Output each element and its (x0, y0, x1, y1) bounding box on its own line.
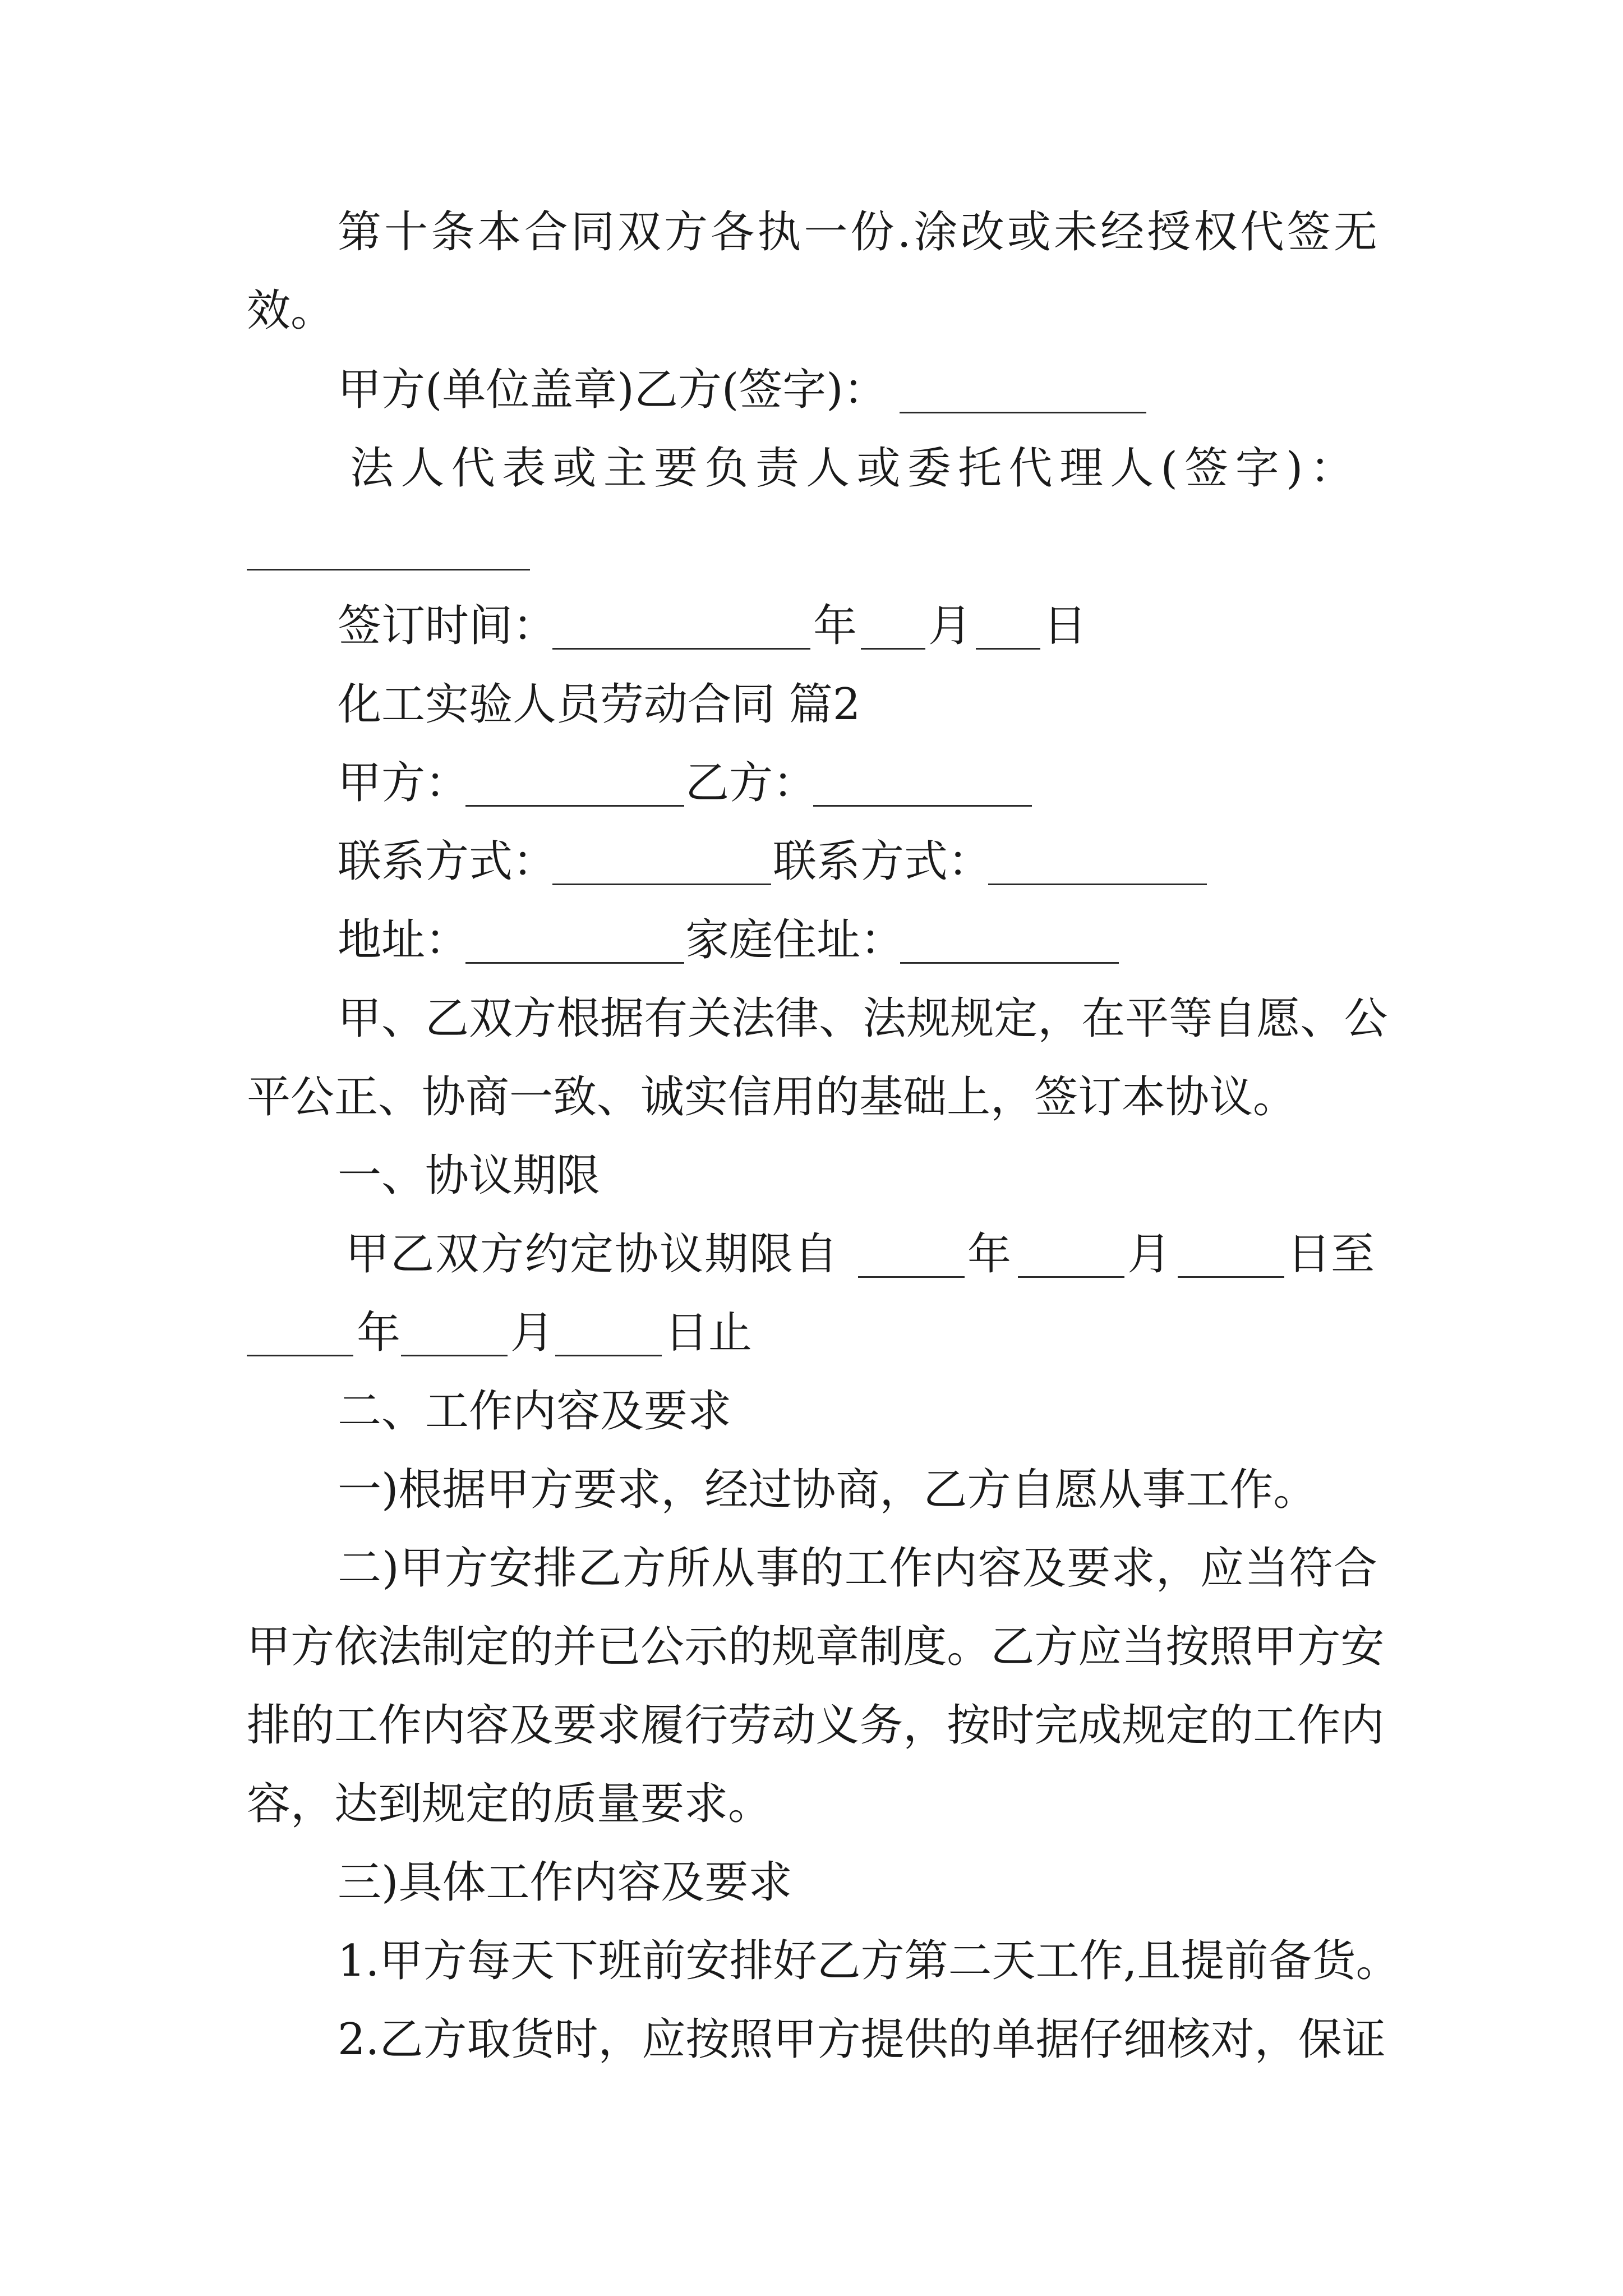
year-label: 年 (813, 601, 857, 651)
glyph: 。 (947, 1622, 991, 1672)
glyph: 甲 (773, 2014, 817, 2065)
glyph: 天 (510, 1936, 555, 1986)
glyph: ， (1038, 993, 1082, 1044)
glyph: 定 (465, 1622, 510, 1672)
glyph: 乙 (425, 993, 469, 1044)
glyph: 供 (904, 2014, 948, 2065)
glyph: 双 (469, 993, 513, 1044)
glyph: 证 (1341, 2014, 1386, 2065)
glyph: 责 (755, 443, 799, 494)
glyph: 签 (1287, 207, 1331, 257)
glyph: 的 (948, 2014, 992, 2065)
glyph: . (365, 2014, 380, 2065)
section-two-title: 二、工作内容及要求 (338, 1386, 732, 1437)
glyph: 货 (1312, 1936, 1356, 1986)
glyph: 安 (1340, 1622, 1385, 1672)
glyph: 平 (1125, 993, 1169, 1044)
glyph: 、 (819, 993, 863, 1044)
glyph: 且 (1137, 1936, 1181, 1986)
glyph: 当 (1244, 1543, 1289, 1594)
glyph: 求 (1111, 1543, 1155, 1594)
glyph: 依 (334, 1622, 379, 1672)
glyph: 法 (731, 993, 776, 1044)
term-year-label: 年 (967, 1229, 1012, 1280)
glyph: 甲 (399, 1543, 444, 1594)
glyph: 已 (597, 1622, 641, 1672)
glyph: 愿 (1256, 993, 1301, 1044)
glyph: 据 (1035, 2014, 1080, 2065)
glyph: 法 (378, 1622, 422, 1672)
glyph: 代 (1008, 443, 1053, 494)
glyph: 自 (1212, 993, 1257, 1044)
glyph: 规 (1122, 1700, 1166, 1751)
glyph: 人 (806, 443, 850, 494)
glyph: 排 (533, 1543, 577, 1594)
glyph: 符 (1289, 1543, 1333, 1594)
glyph: 人 (1110, 443, 1154, 494)
item-two-text-1 (338, 1540, 1377, 1596)
glyph: 度 (903, 1622, 947, 1672)
glyph: 时 (554, 2014, 598, 2065)
glyph: 法 (350, 443, 394, 494)
glyph: 内 (933, 1543, 978, 1594)
glyph: 改 (960, 207, 1004, 257)
glyph: ) (1285, 443, 1303, 494)
glyph: 当 (1122, 1622, 1166, 1672)
glyph: 人 (400, 443, 445, 494)
glyph: 要 (1067, 1543, 1111, 1594)
term-start-year-blank (858, 1226, 965, 1282)
glyph: 执 (757, 207, 801, 257)
glyph: 方 (423, 2014, 467, 2065)
term-start-day-blank (1178, 1226, 1284, 1282)
glyph: 及 (1022, 1543, 1066, 1594)
glyph: 方 (817, 2014, 861, 2065)
glyph: 作 (889, 1543, 933, 1594)
glyph: 时 (990, 1700, 1035, 1751)
glyph: 货 (510, 2014, 555, 2065)
glyph: 无 (1333, 207, 1377, 257)
glyph: ， (598, 2014, 642, 2065)
glyph: 提 (1181, 1936, 1225, 1986)
glyph: ) (382, 1543, 399, 1594)
term-end-month-blank (401, 1305, 508, 1361)
glyph: 二 (338, 1543, 382, 1594)
glyph: 按 (685, 2014, 730, 2065)
clause-ten-text (338, 204, 1377, 260)
glyph: 照 (729, 2014, 773, 2065)
glyph: 前 (642, 1936, 686, 1986)
glyph: 甲 (379, 1936, 423, 1986)
glyph: 应 (642, 2014, 686, 2065)
party-b-blank (813, 755, 1032, 811)
item-two-text-3 (247, 1697, 1385, 1754)
glyph: 作 (378, 1700, 422, 1751)
glyph: 合 (524, 207, 568, 257)
detail-one-text (338, 1933, 1400, 1989)
sign-month-blank (861, 598, 925, 654)
glyph: 未 (1054, 207, 1098, 257)
glyph: 托 (958, 443, 1002, 494)
glyph: 规 (906, 993, 951, 1044)
section-one-title: 一、协议期限 (338, 1151, 601, 1201)
glyph: 等 (1169, 993, 1213, 1044)
glyph: 的 (728, 1622, 772, 1672)
glyph: 的 (1209, 1700, 1253, 1751)
glyph: 前 (1224, 1936, 1269, 1986)
glyph: 2 (338, 2014, 366, 2065)
glyph: ， (903, 1700, 947, 1751)
glyph: 或 (552, 443, 597, 494)
glyph: 应 (1200, 1543, 1244, 1594)
glyph: 、 (381, 993, 426, 1044)
glyph: 理 (1059, 443, 1103, 494)
glyph: 各 (711, 207, 755, 257)
glyph: 签 (1184, 443, 1229, 494)
glyph: 务 (859, 1700, 903, 1751)
glyph: 作 (1297, 1700, 1341, 1751)
glyph: 法 (863, 993, 907, 1044)
glyph: 按 (1165, 1622, 1210, 1672)
glyph: 乙 (578, 1543, 622, 1594)
glyph: 工 (1253, 1700, 1297, 1751)
glyph: 十 (384, 207, 428, 257)
glyph: 履 (640, 1700, 685, 1751)
glyph: ， (1155, 1543, 1200, 1594)
glyph: 律 (775, 993, 819, 1044)
item-three-title: 三)具体工作内容及要求 (338, 1857, 792, 1908)
glyph: 甲 (338, 993, 382, 1044)
term-end-month-label: 月 (510, 1308, 555, 1358)
glyph: 事 (755, 1543, 800, 1594)
glyph: 完 (1034, 1700, 1078, 1751)
glyph: 动 (772, 1700, 816, 1751)
legal-rep-label (350, 440, 1354, 496)
glyph: 备 (1268, 1936, 1312, 1986)
glyph: 要 (654, 443, 698, 494)
clause-ten-end-text: 效。 (247, 286, 335, 336)
glyph: 班 (598, 1936, 642, 1986)
glyph: 、 (1300, 993, 1344, 1044)
glyph: 公 (640, 1622, 685, 1672)
detail-two-text (338, 2012, 1386, 2068)
glyph: 对 (1210, 2014, 1255, 2065)
glyph: 方 (291, 1622, 335, 1672)
term-end-day-blank (555, 1305, 662, 1361)
glyph: 内 (422, 1700, 466, 1751)
glyph: 排 (729, 1936, 773, 1986)
glyph: 应 (1078, 1622, 1122, 1672)
glyph: 方 (860, 1936, 905, 1986)
glyph: 定 (1165, 1700, 1210, 1751)
glyph: 方 (423, 1936, 467, 1986)
glyph: 制 (859, 1622, 903, 1672)
glyph: 细 (1123, 2014, 1167, 2065)
glyph: 成 (1078, 1700, 1122, 1751)
glyph: 或 (1007, 207, 1051, 257)
party-a-blank (465, 755, 684, 811)
day-label: 日 (1043, 601, 1087, 651)
party-b-address-label: 家庭住址： (685, 915, 905, 965)
glyph: 仔 (1079, 2014, 1123, 2065)
glyph: 作 (1079, 1936, 1123, 1986)
glyph: 关 (688, 993, 732, 1044)
sign-day-blank (976, 598, 1040, 654)
term-end-year-label: 年 (357, 1308, 401, 1358)
glyph: 公 (1344, 993, 1388, 1044)
glyph: 甲 (1253, 1622, 1297, 1672)
preamble-text-2: 平公正、协商一致、诚实信用的基础上，签订本协议。 (247, 1072, 1297, 1122)
glyph: 下 (554, 1936, 598, 1986)
glyph: 委 (907, 443, 951, 494)
glyph: 方 (1034, 1622, 1078, 1672)
glyph: 的 (509, 1622, 554, 1672)
glyph: 经 (1100, 207, 1145, 257)
item-two-text-2 (247, 1619, 1385, 1675)
glyph: 二 (948, 1936, 992, 1986)
glyph: 乙 (817, 1936, 861, 1986)
term-label: 甲乙双方约定协议期限自 (345, 1229, 840, 1280)
glyph: 乙 (379, 2014, 423, 2065)
glyph: 内 (1340, 1700, 1385, 1751)
glyph: 规 (772, 1622, 816, 1672)
glyph: , (1123, 1936, 1137, 1986)
glyph: 主 (603, 443, 647, 494)
glyph: 所 (666, 1543, 711, 1594)
party-a-address-label: 地址： (338, 915, 469, 965)
glyph: 每 (467, 1936, 511, 1986)
glyph: 求 (597, 1700, 641, 1751)
glyph: 第 (904, 1936, 948, 1986)
glyph: 要 (553, 1700, 597, 1751)
glyph: ， (1254, 2014, 1298, 2065)
glyph: 好 (773, 1936, 817, 1986)
glyph: 条 (431, 207, 475, 257)
preamble-text-1 (338, 991, 1388, 1047)
glyph: . (897, 207, 911, 257)
party-b-contact-label: 联系方式： (773, 836, 992, 887)
glyph: 方 (663, 207, 708, 257)
party-b-label: 乙方： (685, 758, 817, 808)
term-end-year-blank (247, 1305, 353, 1361)
glyph: 安 (685, 1936, 730, 1986)
glyph: 双 (617, 207, 661, 257)
glyph: 有 (644, 993, 688, 1044)
item-one-text: 一)根据甲方要求，经过协商，乙方自愿从事工作。 (338, 1465, 1317, 1515)
party-a-address-blank (465, 912, 684, 968)
glyph: 代 (1240, 207, 1284, 257)
glyph: 在 (1081, 993, 1126, 1044)
glyph: 字 (1235, 443, 1279, 494)
glyph: 章 (815, 1622, 860, 1672)
term-month-label: 月 (1127, 1229, 1172, 1280)
glyph: 并 (553, 1622, 597, 1672)
glyph: 工 (1035, 1936, 1080, 1986)
glyph: 合 (1333, 1543, 1377, 1594)
glyph: 工 (334, 1700, 379, 1751)
sign-year-blank (552, 598, 810, 654)
glyph: 1 (338, 1936, 366, 1986)
term-day-to-label: 日至 (1287, 1229, 1375, 1280)
glyph: 的 (800, 1543, 844, 1594)
party-a-contact-label: 联系方式： (338, 836, 557, 887)
term-start-month-blank (1018, 1226, 1124, 1282)
glyph: 表 (502, 443, 546, 494)
glyph: 容 (465, 1700, 510, 1751)
party-a-contact-blank (552, 834, 771, 890)
term-end-day-label: 日止 (665, 1308, 753, 1358)
glyph: 方 (1297, 1622, 1341, 1672)
glyph: 方 (622, 1543, 666, 1594)
glyph: 。 (1355, 1936, 1400, 1986)
signature-blank (900, 362, 1146, 418)
glyph: 据 (600, 993, 644, 1044)
glyph: 一 (804, 207, 848, 257)
glyph: ( (1160, 443, 1178, 494)
glyph: 甲 (247, 1622, 291, 1672)
glyph: 根 (556, 993, 601, 1044)
glyph: 乙 (990, 1622, 1035, 1672)
glyph: 工 (844, 1543, 888, 1594)
glyph: 行 (684, 1700, 728, 1751)
glyph: 容 (978, 1543, 1022, 1594)
glyph: 从 (711, 1543, 755, 1594)
glyph: 单 (992, 2014, 1036, 2065)
glyph: 照 (1209, 1622, 1253, 1672)
party-a-label: 甲方： (338, 758, 469, 808)
party-b-address-blank (900, 912, 1119, 968)
glyph: ： (1310, 443, 1354, 494)
glyph: 本 (477, 207, 522, 257)
glyph: 或 (856, 443, 901, 494)
party-signature-label: 甲方(单位盖章)乙方(签字)： (338, 365, 887, 415)
glyph: 排 (247, 1700, 291, 1751)
party-b-contact-blank (988, 834, 1207, 890)
glyph: 负 (704, 443, 749, 494)
glyph: 天 (992, 1936, 1036, 1986)
glyph: 核 (1166, 2014, 1211, 2065)
glyph: 代 (451, 443, 495, 494)
glyph: 及 (509, 1700, 554, 1751)
glyph: 定 (994, 993, 1038, 1044)
glyph: 保 (1298, 2014, 1342, 2065)
month-label: 月 (928, 601, 972, 651)
glyph: 授 (1147, 207, 1191, 257)
glyph: 按 (947, 1700, 991, 1751)
glyph: 义 (815, 1700, 860, 1751)
glyph: 规 (950, 993, 994, 1044)
glyph: 安 (488, 1543, 533, 1594)
contract-title: 化工实验人员劳动合同 篇2 (338, 679, 861, 730)
glyph: 取 (467, 2014, 511, 2065)
glyph: 权 (1193, 207, 1238, 257)
glyph: 的 (291, 1700, 335, 1751)
sign-date-label: 签订时间： (338, 601, 557, 651)
legal-rep-blank (247, 519, 530, 575)
glyph: 涂 (914, 207, 958, 257)
glyph: 制 (422, 1622, 466, 1672)
glyph: 第 (338, 207, 382, 257)
glyph: 示 (684, 1622, 728, 1672)
glyph: 同 (570, 207, 615, 257)
glyph: . (365, 1936, 380, 1986)
glyph: 方 (444, 1543, 488, 1594)
glyph: 方 (513, 993, 557, 1044)
glyph: 份 (850, 207, 895, 257)
glyph: 提 (860, 2014, 905, 2065)
item-two-text-4: 容，达到规定的质量要求。 (247, 1779, 772, 1829)
glyph: 劳 (728, 1700, 772, 1751)
